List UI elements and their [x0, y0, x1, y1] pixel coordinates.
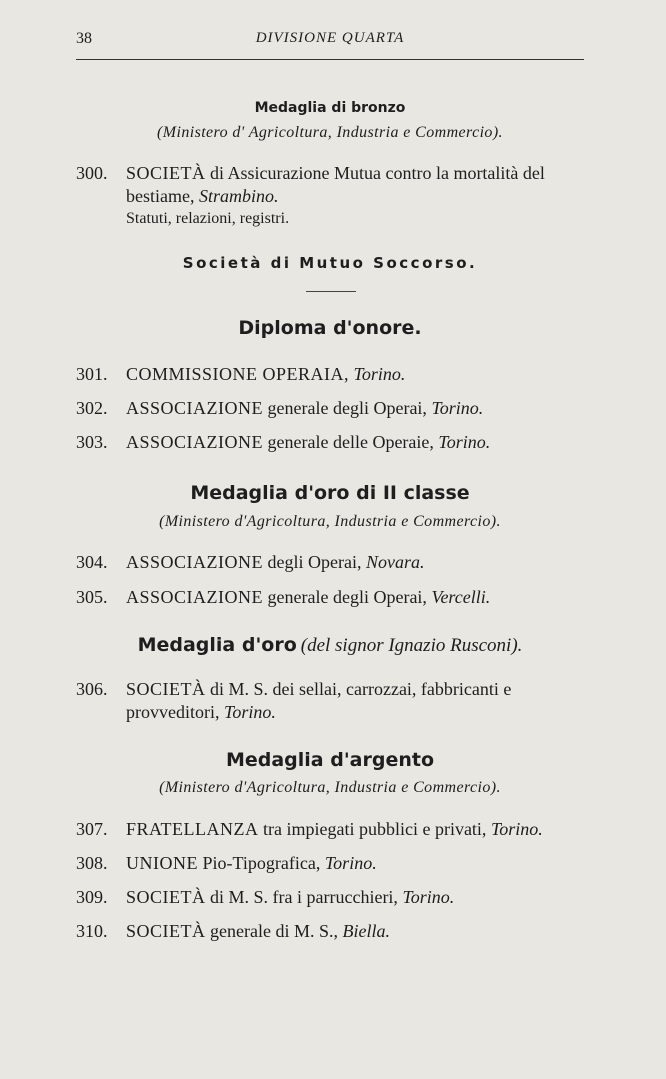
entry-number: 309.	[76, 887, 108, 907]
entry-place: Torino.	[431, 398, 484, 418]
entry-place: Biella.	[342, 921, 390, 941]
section-heading-bronze: Medaglia di bronzo	[254, 100, 406, 116]
entry-place: Torino.	[353, 364, 406, 384]
entry-name: ASSOCIAZIONE	[126, 587, 264, 607]
entry-number: 304.	[76, 552, 108, 572]
entry-number: 302.	[76, 398, 108, 418]
section-subheading-bronze: (Ministero d' Agricoltura, Industria e Commercio).	[157, 124, 503, 141]
entry-text: di Assicurazione Mutua contro la mortalità del	[210, 163, 545, 183]
entry-place: Torino.	[490, 819, 543, 839]
section-heading-gold-second: Medaglia d'oro di II classe	[190, 482, 470, 504]
entry-300-line2	[126, 184, 279, 208]
entry-text: provveditori,	[126, 702, 220, 722]
entry-310	[76, 919, 390, 943]
entry-303	[76, 430, 490, 454]
entry-text: bestiame,	[126, 186, 195, 206]
entry-number: 308.	[76, 853, 108, 873]
running-title: DIVISIONE QUARTA	[255, 30, 405, 46]
entry-name: SOCIETÀ	[126, 163, 206, 183]
entry-name: UNIONE	[126, 853, 198, 873]
entry-text: tra impiegati pubblici e privati,	[263, 819, 487, 839]
entry-305	[76, 585, 490, 609]
entry-place: Torino.	[223, 702, 276, 722]
page-number: 38	[76, 30, 92, 47]
entry-300-note: Statuti, relazioni, registri.	[126, 210, 290, 227]
entry-number: 303.	[76, 432, 108, 452]
entry-place: Strambino.	[198, 186, 279, 206]
entry-307	[76, 817, 543, 841]
entry-number: 301.	[76, 364, 108, 384]
section-heading-diploma: Diploma d'onore.	[238, 317, 422, 339]
entry-number: 300.	[76, 163, 108, 183]
entry-name: SOCIETÀ	[126, 921, 206, 941]
entry-text: di M. S. dei sellai, carrozzai, fabbricanti e	[210, 679, 512, 699]
entry-text: generale degli Operai,	[267, 587, 427, 607]
entry-text: generale delle Operaie,	[267, 432, 434, 452]
entry-place: Torino.	[438, 432, 491, 452]
entry-306-line2	[126, 700, 276, 724]
section-subheading-gold-second: (Ministero d'Agricoltura, Industria e Commercio).	[159, 513, 501, 530]
entry-place: Torino.	[324, 853, 377, 873]
entry-text: Pio-Tipografica,	[202, 853, 321, 873]
entry-text: degli Operai,	[267, 552, 362, 572]
entry-301	[76, 362, 405, 386]
entry-308	[76, 851, 377, 875]
entry-place: Novara.	[365, 552, 425, 572]
entry-place: Torino.	[402, 887, 455, 907]
entry-309	[76, 885, 454, 909]
entry-number: 310.	[76, 921, 108, 941]
section-heading-silver: Medaglia d'argento	[225, 749, 435, 771]
entry-name: ASSOCIAZIONE	[126, 552, 264, 572]
entry-text: di M. S. fra i parrucchieri,	[210, 887, 398, 907]
page-header	[76, 30, 584, 52]
entry-name: FRATELLANZA	[126, 819, 259, 839]
section-subheading-gold-rusconi: (del signor Ignazio Rusconi).	[300, 635, 523, 656]
section-divider	[306, 291, 356, 292]
section-subheading-silver: (Ministero d'Agricoltura, Industria e Commercio).	[159, 779, 501, 796]
entry-place: Vercelli.	[431, 587, 491, 607]
entry-306	[76, 677, 511, 701]
section-heading-gold-rusconi-row	[76, 634, 584, 657]
entry-302	[76, 396, 483, 420]
entry-name: ASSOCIAZIONE	[126, 432, 264, 452]
entry-304	[76, 550, 424, 574]
section-heading-gold-rusconi: Medaglia d'oro	[137, 634, 297, 656]
entry-name: SOCIETÀ	[126, 679, 206, 699]
entry-text: generale di M. S.,	[210, 921, 338, 941]
section-heading-mutual-aid: Società di Mutuo Soccorso.	[182, 254, 478, 272]
entry-number: 306.	[76, 679, 108, 699]
entry-name: COMMISSIONE OPERAIA,	[126, 364, 350, 384]
entry-name: SOCIETÀ	[126, 887, 206, 907]
entry-300	[76, 161, 545, 185]
entry-name: ASSOCIAZIONE	[126, 398, 264, 418]
entry-text: generale degli Operai,	[267, 398, 427, 418]
header-rule	[76, 59, 584, 60]
entry-number: 307.	[76, 819, 108, 839]
entry-number: 305.	[76, 587, 108, 607]
